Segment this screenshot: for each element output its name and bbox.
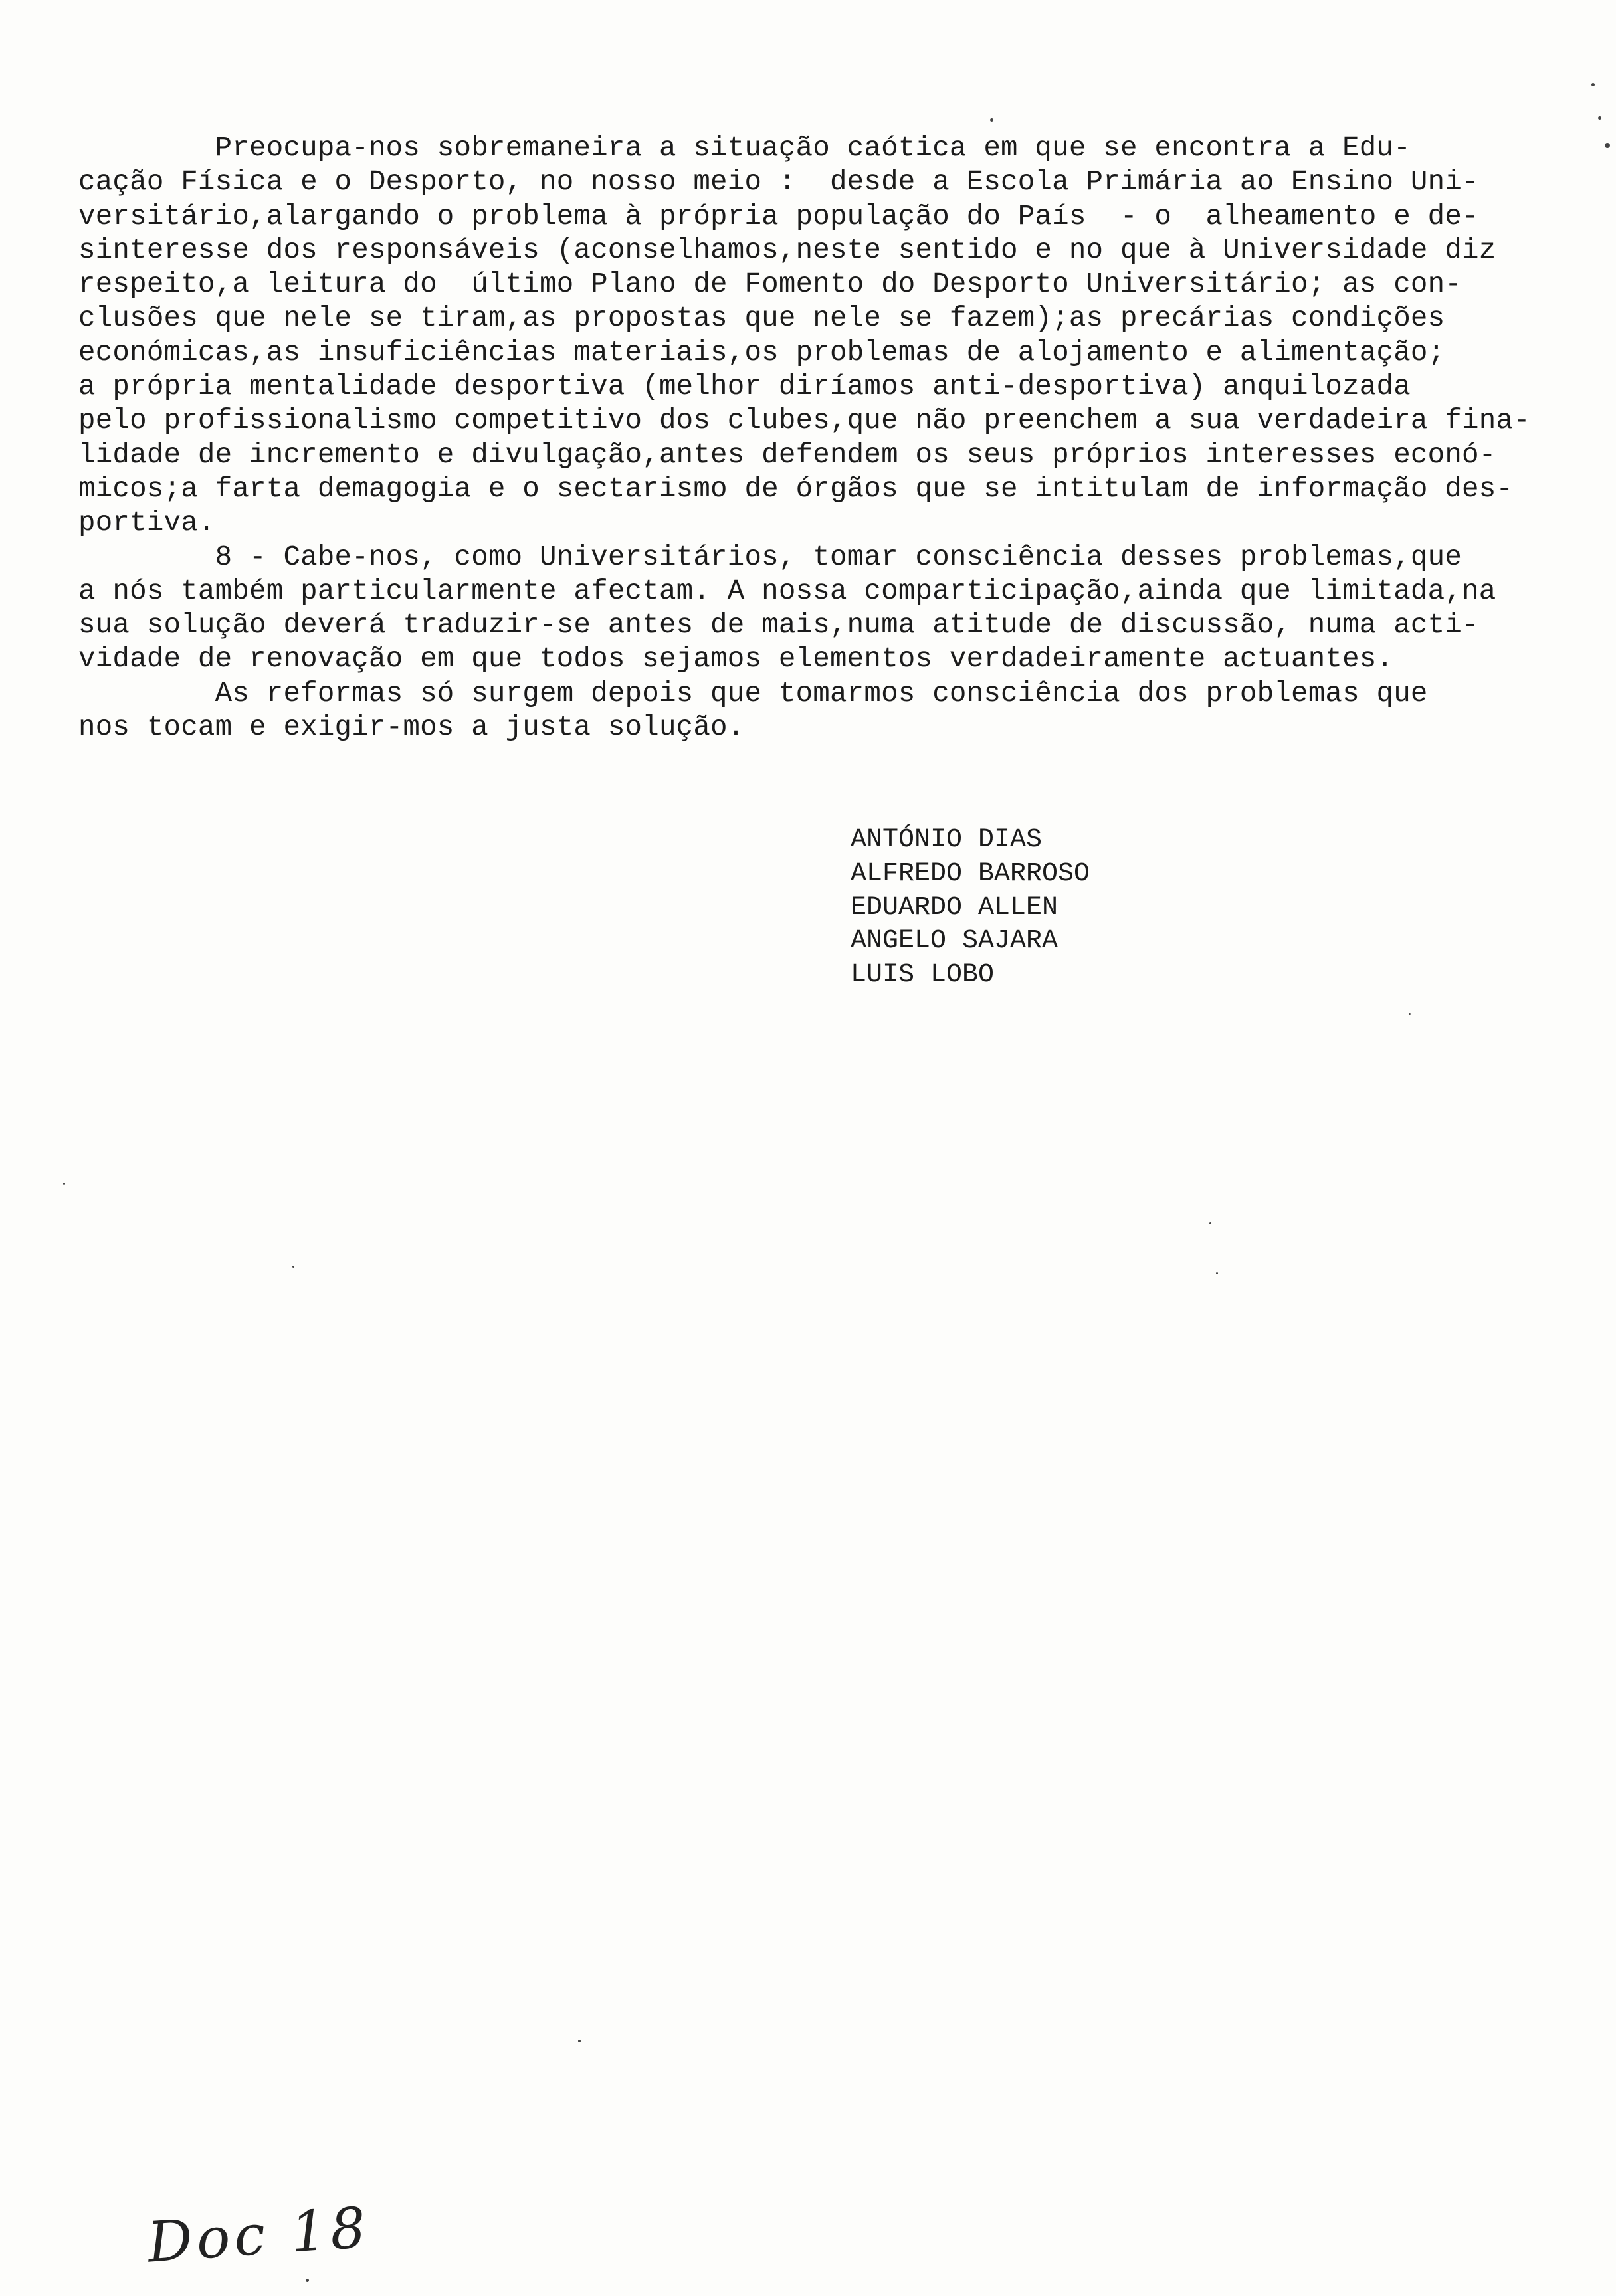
scan-speck: [1605, 143, 1610, 148]
text-line: portiva.: [78, 507, 215, 539]
text-line: a própria mentalidade desportiva (melhor diríamos anti-desportiva) anquilozada: [78, 371, 1411, 403]
text-line: pelo profissionalismo competitivo dos clubes,que não preenchem a sua verdadeira fina-: [78, 405, 1530, 437]
document-body: [78, 132, 1530, 745]
text-line: cação Física e o Desporto, no nosso meio : desde a Escola Primária ao Ensino Uni-: [78, 166, 1479, 199]
text-line: 8 - Cabe-nos, como Universitários, tomar consciência desses problemas,que: [78, 541, 1463, 573]
text-line: clusões que nele se tiram,as propostas que nele se fazem);as precárias condições: [78, 302, 1445, 335]
scan-speck: [292, 1266, 294, 1268]
scan-speck: [1409, 1013, 1411, 1015]
text-line: respeito,a leitura do último Plano de Fomento do Desporto Universitário; as con-: [78, 268, 1463, 301]
signatory-name: ANGELO SAJARA: [851, 926, 1059, 957]
signatory-name: EDUARDO ALLEN: [851, 892, 1059, 923]
signatory-name: ANTÓNIO DIAS: [851, 825, 1043, 855]
scan-speck: [1598, 116, 1601, 120]
text-line: a nós também particularmente afectam. A nossa comparticipação,ainda que limitada,na: [78, 575, 1496, 607]
text-line: vidade de renovação em que todos sejamos elementos verdadeiramente actuantes.: [78, 643, 1394, 676]
text-line: nos tocam e exigir-mos a justa solução.: [78, 712, 745, 744]
text-line: Preocupa-nos sobremaneira a situação caótica em que se encontra a Edu-: [78, 132, 1411, 164]
text-line: versitário,alargando o problema à própria população do País - o alheamento e de-: [78, 200, 1479, 233]
signatory-name: ALFREDO BARROSO: [851, 858, 1090, 889]
scan-speck: [578, 2040, 581, 2042]
scan-speck: [63, 1183, 65, 1185]
text-line: lidade de incremento e divulgação,antes defendem os seus próprios interesses econó-: [78, 438, 1496, 471]
text-line: sinteresse dos responsáveis (aconselhamos,neste sentido e no que à Universidade diz: [78, 234, 1496, 266]
scan-speck: [306, 2279, 309, 2282]
signatory-name: LUIS LOBO: [851, 960, 995, 991]
scan-speck: [1209, 1222, 1211, 1224]
text-line: As reformas só surgem depois que tomarmos consciência dos problemas que: [78, 677, 1428, 710]
scan-speck: [1591, 83, 1595, 86]
scan-speck: [990, 118, 993, 122]
text-line: sua solução deverá traduzir-se antes de mais,numa atitude de discussão, numa acti-: [78, 609, 1479, 642]
text-line: económicas,as insuficiências materiais,os problemas de alojamento e alimentação;: [78, 336, 1445, 369]
scan-speck: [1216, 1272, 1218, 1274]
handwritten-doc-mark: Doc 18: [145, 2194, 372, 2275]
signatory-list: [851, 824, 1090, 993]
text-line: micos;a farta demagogia e o sectarismo de órgãos que se intitulam de informação des-: [78, 472, 1514, 505]
